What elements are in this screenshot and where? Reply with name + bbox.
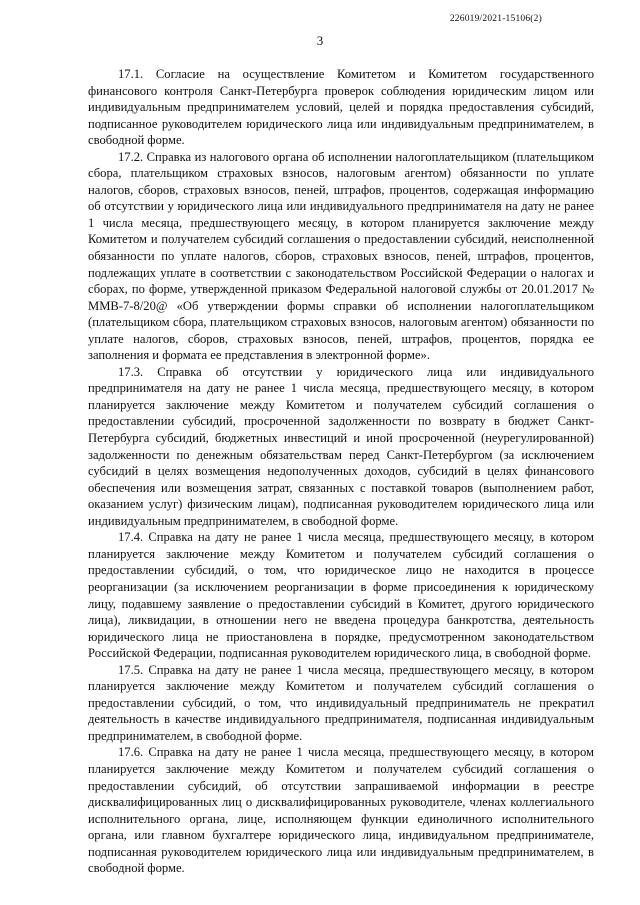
paragraph-17-2: 17.2. Справка из налогового органа об исполнении налогоплательщиком (плательщиком сбора, плательщиком страховых взносов, налоговым агентом) обязанности по уплате налогов, сборов, страховых взносов, пеней, штрафов, процентов, содержащая информацию об отсутствии у юридического лица или индивидуального предпринимателя на дату не ранее 1 числа месяца, предшествующего месяцу, в котором планируется заключение между Комитетом и получателем субсидий соглашения о предоставлении субсидий, неисполненной обязанности по уплате налогов, сборов, страховых взносов, пеней, штрафов, процентов, подлежащих уплате в соответствии с законодательством Российской Федерации о налогах и сборах, по форме, утвержденной приказом Федеральной налоговой службы от 20.01.2017 № ММВ-7-8/20@ «Об утверждении формы справки об исполнении налогоплательщиком (плательщиком сбора, плательщиком страховых взносов, налоговым агентом) обязанности по уплате налогов, сборов, страховых взносов, пеней, штрафов, процентов, порядка ее заполнения и формата ее представления в электронной форме». (88, 149, 594, 363)
document-body (88, 66, 594, 877)
document-registration-number: 226019/2021-15106(2) (449, 14, 542, 24)
paragraph-17-4: 17.4. Справка на дату не ранее 1 числа месяца, предшествующего месяцу, в котором планируется заключение между Комитетом и получателем субсидий соглашения о предоставлении субсидий, о том, что юридическое лицо не находится в процессе реорганизации (за исключением реорганизации в форме присоединения к юридическому лицу, подавшему заявление о предоставлении субсидий в Комитет, другого юридического лица), ликвидации, в отношении него не введена процедура банкротства, деятельность юридического лица не приостановлена в порядке, предусмотренном законодательством Российской Федерации, подписанная руководителем юридического лица, в свободной форме. (88, 530, 594, 661)
paragraph-17-5: 17.5. Справка на дату не ранее 1 числа месяца, предшествующего месяцу, в котором планируется заключение между Комитетом и получателем субсидий соглашения о предоставлении субсидий, о том, что индивидуальный предприниматель не прекратил деятельность в качестве индивидуального предпринимателя, подписанная индивидуальным предпринимателем, в свободной форме. (88, 662, 594, 743)
page-number: 3 (316, 33, 324, 48)
paragraph-17-6: 17.6. Справка на дату не ранее 1 числа месяца, предшествующего месяцу, в котором планируется заключение между Комитетом и получателем субсидий соглашения о предоставлении субсидий, об отсутствии запрашиваемой информации в реестре дисквалифицированных лиц о дисквалифицированных руководителе, членах коллегиального исполнительного органа, лице, исполняющем функции единоличного исполнительного органа, или главном бухгалтере юридического лица, индивидуальном предпринимателе, подписанная руководителем юридического лица или индивидуальным предпринимателем, в свободной форме. (88, 745, 594, 876)
paragraph-17-1: 17.1. Согласие на осуществление Комитетом и Комитетом государственного финансового контроля Санкт-Петербурга проверок соблюдения юридическим лицом или индивидуальным предпринимателем условий, целей и порядка предоставления субсидий, подписанное руководителем юридического лица или индивидуальным предпринимателем, в свободной форме. (88, 67, 594, 148)
paragraph-17-3: 17.3. Справка об отсутствии у юридического лица или индивидуального предпринимателя на дату не ранее 1 числа месяца, предшествующего месяцу, в котором планируется заключение между Комитетом и получателем субсидий соглашения о предоставлении субсидий, просроченной задолженности по возврату в бюджет Санкт-Петербурга субсидий, бюджетных инвестиций и иной просроченной (неурегулированной) задолженности по денежным обязательствам перед Санкт-Петербургом (за исключением субсидий в целях возмещения недополученных доходов, субсидий в целях финансового обеспечения или возмещения затрат, связанных с поставкой товаров (выполнением работ, оказанием услуг) физическим лицам), подписанная руководителем юридического лица или индивидуальным предпринимателем, в свободной форме. (88, 364, 594, 528)
